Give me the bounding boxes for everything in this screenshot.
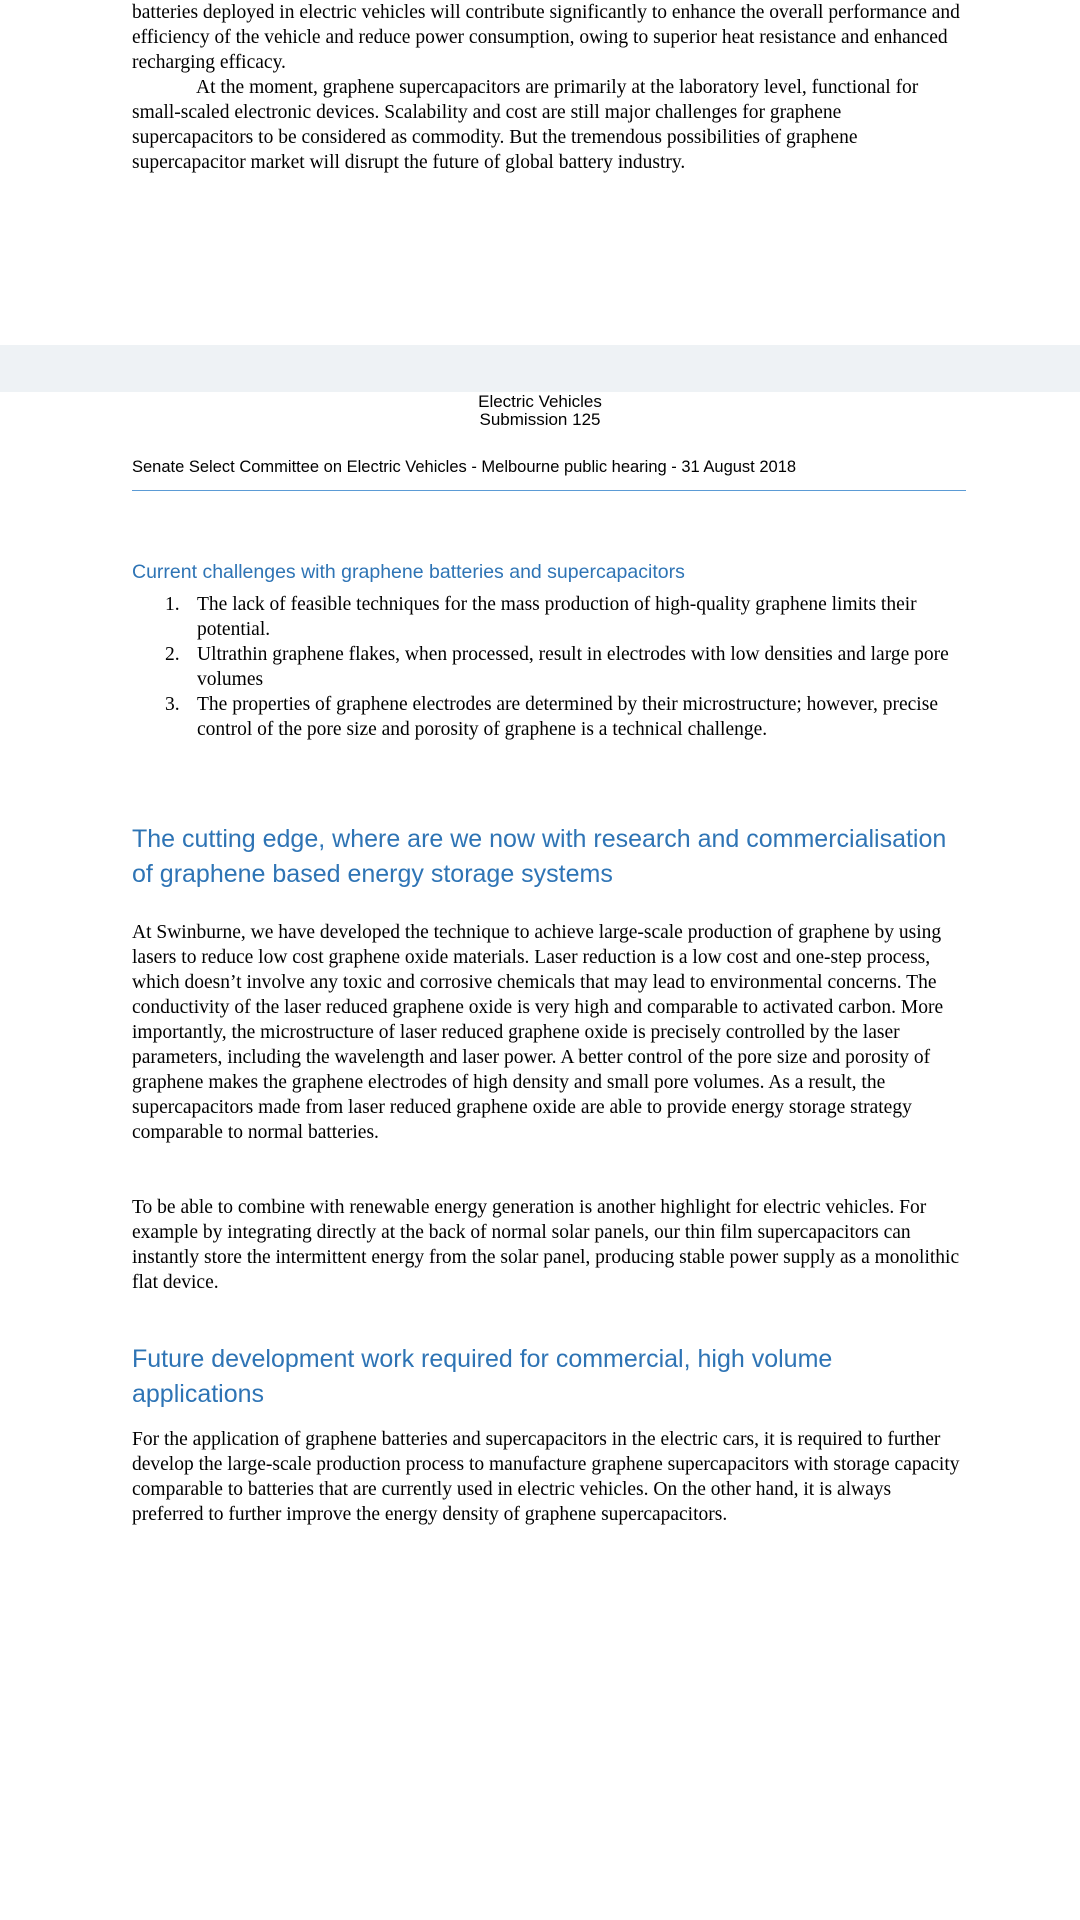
section-heading-future-development: Future development work required for commercial, high volume applications <box>132 1345 833 1408</box>
page-separator <box>0 345 1080 392</box>
list-item-text: The lack of feasible techniques for the mass production of high-quality graphene limits their potential. <box>197 594 917 640</box>
challenges-list <box>132 592 962 742</box>
submission-stamp-number: Submission 125 <box>479 410 601 429</box>
page-header: Senate Select Committee on Electric Vehicles - Melbourne public hearing - 31 August 2018 <box>132 458 797 476</box>
list-item <box>132 692 962 742</box>
section-heading-challenges: Current challenges with graphene batteries and supercapacitors <box>132 561 685 583</box>
document-page-previous <box>0 0 1080 345</box>
list-item-number: 1. <box>165 594 180 615</box>
list-item-number: 3. <box>165 694 180 715</box>
body-paragraph: batteries deployed in electric vehicles will contribute significantly to enhance the overall performance and efficiency of the vehicle and reduce power consumption, owing to superior heat resistance and enhanced recharging efficacy. <box>132 2 960 73</box>
list-item-number: 2. <box>165 644 180 665</box>
header-divider <box>132 490 966 491</box>
list-item <box>132 642 962 692</box>
list-item-text: The properties of graphene electrodes are determined by their microstructure; however, precise control of the pore size and porosity of graphene is a technical challenge. <box>197 694 938 740</box>
body-paragraph: At Swinburne, we have developed the technique to achieve large-scale production of graphene by using lasers to reduce low cost graphene oxide materials. Laser reduction is a low cost and one-step process, which doesn’t involve any toxic and corrosive chemicals that may lead to environmental concerns. The conductivity of the laser reduced graphene oxide is very high and comparable to activated carbon. More importantly, the microstructure of laser reduced graphene oxide is precisely controlled by the laser parameters, including the wavelength and laser power. A better control of the pore size and porosity of graphene makes the graphene electrodes of high density and small pore volumes. As a result, the supercapacitors made from laser reduced graphene oxide are able to provide energy storage strategy comparable to normal batteries. <box>132 922 944 1143</box>
section-heading-cutting-edge: The cutting edge, where are we now with research and commercialisation of graphene based energy storage systems <box>132 825 947 888</box>
body-paragraph: For the application of graphene batteries and supercapacitors in the electric cars, it is required to further develop the large-scale production process to manufacture graphene supercapacitors with storage capacity comparable to batteries that are currently used in electric vehicles. On the other hand, it is always preferred to further improve the energy density of graphene supercapacitors. <box>132 1429 960 1525</box>
body-paragraph: To be able to combine with renewable energy generation is another highlight for electric vehicles. For example by integrating directly at the back of normal solar panels, our thin film supercapacitors can instantly store the intermittent energy from the solar panel, producing stable power supply as a monolithic flat device. <box>132 1197 960 1293</box>
body-paragraph: At the moment, graphene supercapacitors are primarily at the laboratory level, functional for small-scaled electronic devices. Scalability and cost are still major challenges for graphene supercapacitors to be considered as commodity. But the tremendous possibilities of graphene supercapacitor market will disrupt the future of global battery industry. <box>132 77 919 173</box>
list-item-text: Ultrathin graphene flakes, when processed, result in electrodes with low densities and large pore volumes <box>197 644 949 690</box>
list-item <box>132 592 962 642</box>
submission-stamp-title: Electric Vehicles <box>478 392 602 411</box>
document-page-current <box>0 392 1080 1920</box>
